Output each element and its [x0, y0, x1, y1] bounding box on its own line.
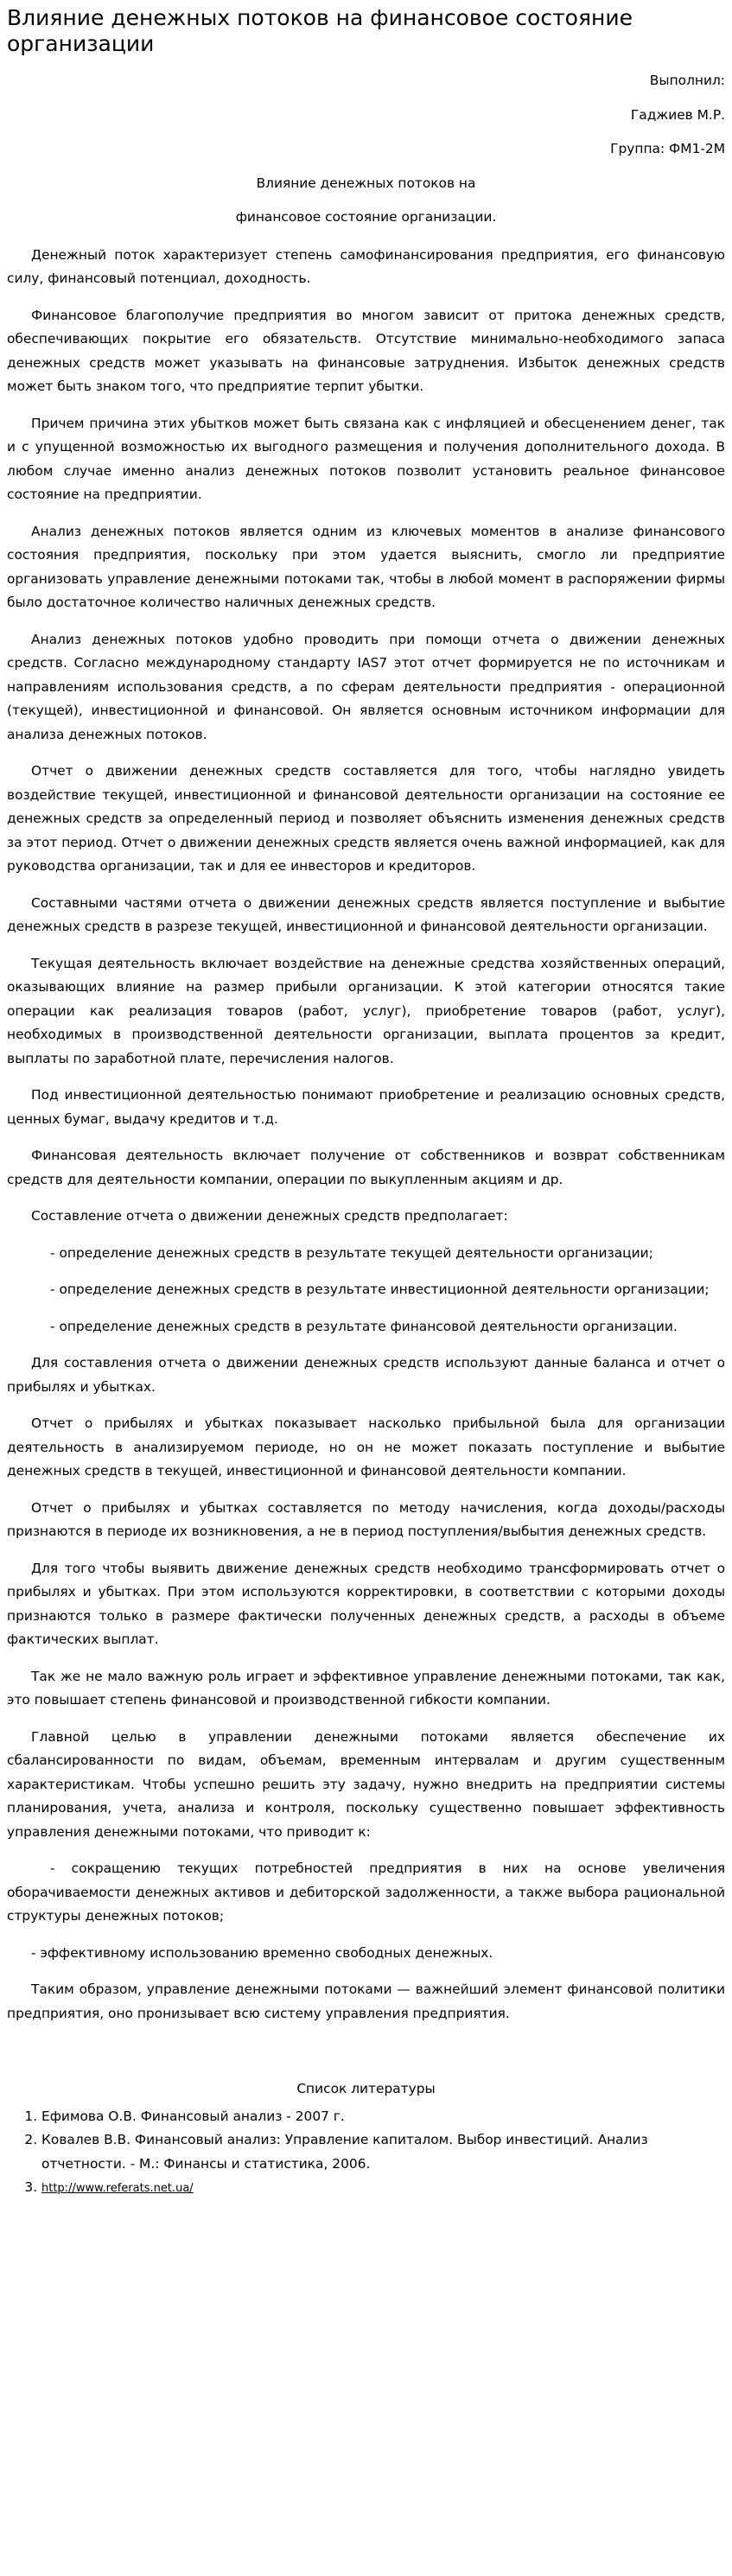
- reference-item-link: [41, 2176, 725, 2201]
- paragraph: Причем причина этих убытков может быть связана как с инфляцией и обесценением денег, так и с упущенной возможностью их выгодного размещения и получения дополнительного дохода. В любом случае именно анализ денежных потоков позволит установить реальное финансовое состояние на предприятии.: [7, 415, 725, 502]
- reference-item: 2. Ковалев В.В. Финансовый анализ: Управление капиталом. Выбор инвестиций. Анализ отчетности. - М.: Финансы и статистика, 2006.: [41, 2128, 725, 2176]
- paragraph: Анализ денежных потоков удобно проводить при помощи отчета о движении денежных средств. Согласно международному стандарту IAS7 этот отчет формируется не по источникам и направлениям использования средств, а по сферам деятельности предприятия - операционной (текущей), инвестиционной и финансовой. Он является основным источником информации для анализа денежных потоков.: [7, 631, 725, 742]
- paragraph: Так же не мало важную роль играет и эффективное управление денежными потоками, так как, это повышает степень финансовой и производственной гибкости компании.: [7, 1668, 725, 1708]
- paragraph: Для того чтобы выявить движение денежных средств необходимо трансформировать отчет о прибылях и убытках. При этом используются корректировки, в соответствии с которыми доходы признаются только в размере фактически полученных денежных средств, а расходы в объеме фактических выплат.: [7, 1560, 725, 1647]
- author-name: Гаджиев М.Р.: [630, 106, 725, 123]
- paragraph: Финансовое благополучие предприятия во многом зависит от притока денежных средств, обеспечивающих покрытие его обязательств. Отсутствие минимально-необходимого запаса денежных средств может указывать на финансовые затруднения. Избыток денежных средств может быть знаком того, что предприятие терпит убытки.: [7, 307, 725, 394]
- paragraph: Отчет о движении денежных средств составляется для того, чтобы наглядно увидеть воздействие текущей, инвестиционной и финансовой деятельности организации на состояние ее денежных средств за определенный период и позволяет объяснить изменения денежных средств за этот период. Отчет о движении денежных средств является очень важной информацией, как для руководства организации, так и для ее инвесторов и кредиторов.: [7, 763, 725, 874]
- paragraph: Таким образом, управление денежными потоками — важнейший элемент финансовой политики предприятия, оно пронизывает всю систему управления предприятия.: [7, 1981, 725, 2021]
- paragraph: Текущая деятельность включает воздействие на денежные средства хозяйственных операций, оказывающих влияние на размер прибыли организации. К этой категории относятся такие операции как реализация товаров (работ, услуг), приобретение товаров (работ, услуг), необходимых в производственной деятельности организации, выплата процентов за кредит, выплаты по заработной плате, перечисления налогов.: [7, 955, 725, 1066]
- list-item: - определение денежных средств в результате текущей деятельности организации;: [50, 1244, 653, 1261]
- paragraph: Анализ денежных потоков является одним из ключевых моментов в анализе финансового состояния предприятия, поскольку при этом удается выяснить, смогло ли предприятие организовать управление денежными потоками так, чтобы в любой момент в распоряжении фирмы было достаточное количество наличных денежных средств.: [7, 523, 725, 610]
- document-heading-line-1: Влияние денежных потоков на: [256, 175, 476, 191]
- document-heading: [7, 172, 725, 230]
- paragraph: Отчет о прибылях и убытках составляется по методу начисления, когда доходы/расходы признаются в периоде их возникновения, а не в период поступления/выбытия денежных средств.: [7, 1499, 725, 1539]
- reference-link[interactable]: http://www.referats.net.ua/: [41, 2182, 194, 2195]
- document-heading-line-2: финансовое состояние организации.: [235, 209, 497, 225]
- references-list: [7, 2105, 725, 2201]
- author-group: Группа: ФМ1-2М: [610, 141, 725, 156]
- paragraph: Составление отчета о движении денежных средств предполагает:: [31, 1208, 508, 1224]
- paragraph: Финансовая деятельность включает получение от собственников и возврат собственникам средств для деятельности компании, операции по выкупленным акциям и др.: [7, 1148, 725, 1187]
- references-section: [7, 2077, 725, 2201]
- page-title: Влияние денежных потоков на финансовое состояние организации: [7, 5, 633, 56]
- paragraph: Отчет о прибылях и убытках показывает насколько прибыльной была для организации деятельность в анализируемом периоде, но он не может показать поступление и выбытие денежных средств в текущей, инвестиционной и финансовой деятельности компании.: [7, 1415, 725, 1479]
- list-item: - определение денежных средств в результате инвестиционной деятельности организации;: [50, 1282, 710, 1297]
- paragraph: Главной целью в управлении денежными потоками является обеспечение их сбалансированности по видам, объемам, временным интервалам и другим существенным характеристикам. Чтобы успешно решить эту задачу, нужно внедрить на предприятии системы планирования, учета, анализа и контроля, поскольку существенно повышает эффективность управления денежными потоками, что приводит к:: [7, 1728, 725, 1840]
- performed-by-label: Выполнил:: [649, 73, 725, 88]
- document-page: [0, 5, 732, 2201]
- list-item: - эффективному использованию временно свободных денежных.: [31, 1944, 493, 1961]
- document-body: [7, 244, 725, 2026]
- references-title: Список литературы: [296, 2081, 436, 2096]
- list-item: - определение денежных средств в результате финансовой деятельности организации.: [50, 1318, 678, 1334]
- paragraph: Денежный поток характеризует степень самофинансирования предприятия, его финансовую силу, финансовый потенциал, доходность.: [7, 246, 725, 286]
- paragraph: Для составления отчета о движении денежных средств используют данные баланса и отчет о прибылях и убытках.: [7, 1355, 725, 1395]
- author-block: [7, 69, 725, 162]
- paragraph: Составными частями отчета о движении денежных средств является поступление и выбытие денежных средств в разрезе текущей, инвестиционной и финансовой деятельности организации.: [7, 894, 725, 934]
- reference-item: 1. Ефимова О.В. Финансовый анализ - 2007 г.: [41, 2105, 725, 2129]
- paragraph: Под инвестиционной деятельностью понимают приобретение и реализацию основных средств, ценных бумаг, выдачу кредитов и т.д.: [7, 1087, 725, 1127]
- list-item: - сокращению текущих потребностей предприятия в них на основе увеличения оборачиваемости денежных активов и дебиторской задолженности, а также выбора рациональной структуры денежных потоков;: [7, 1860, 725, 1924]
